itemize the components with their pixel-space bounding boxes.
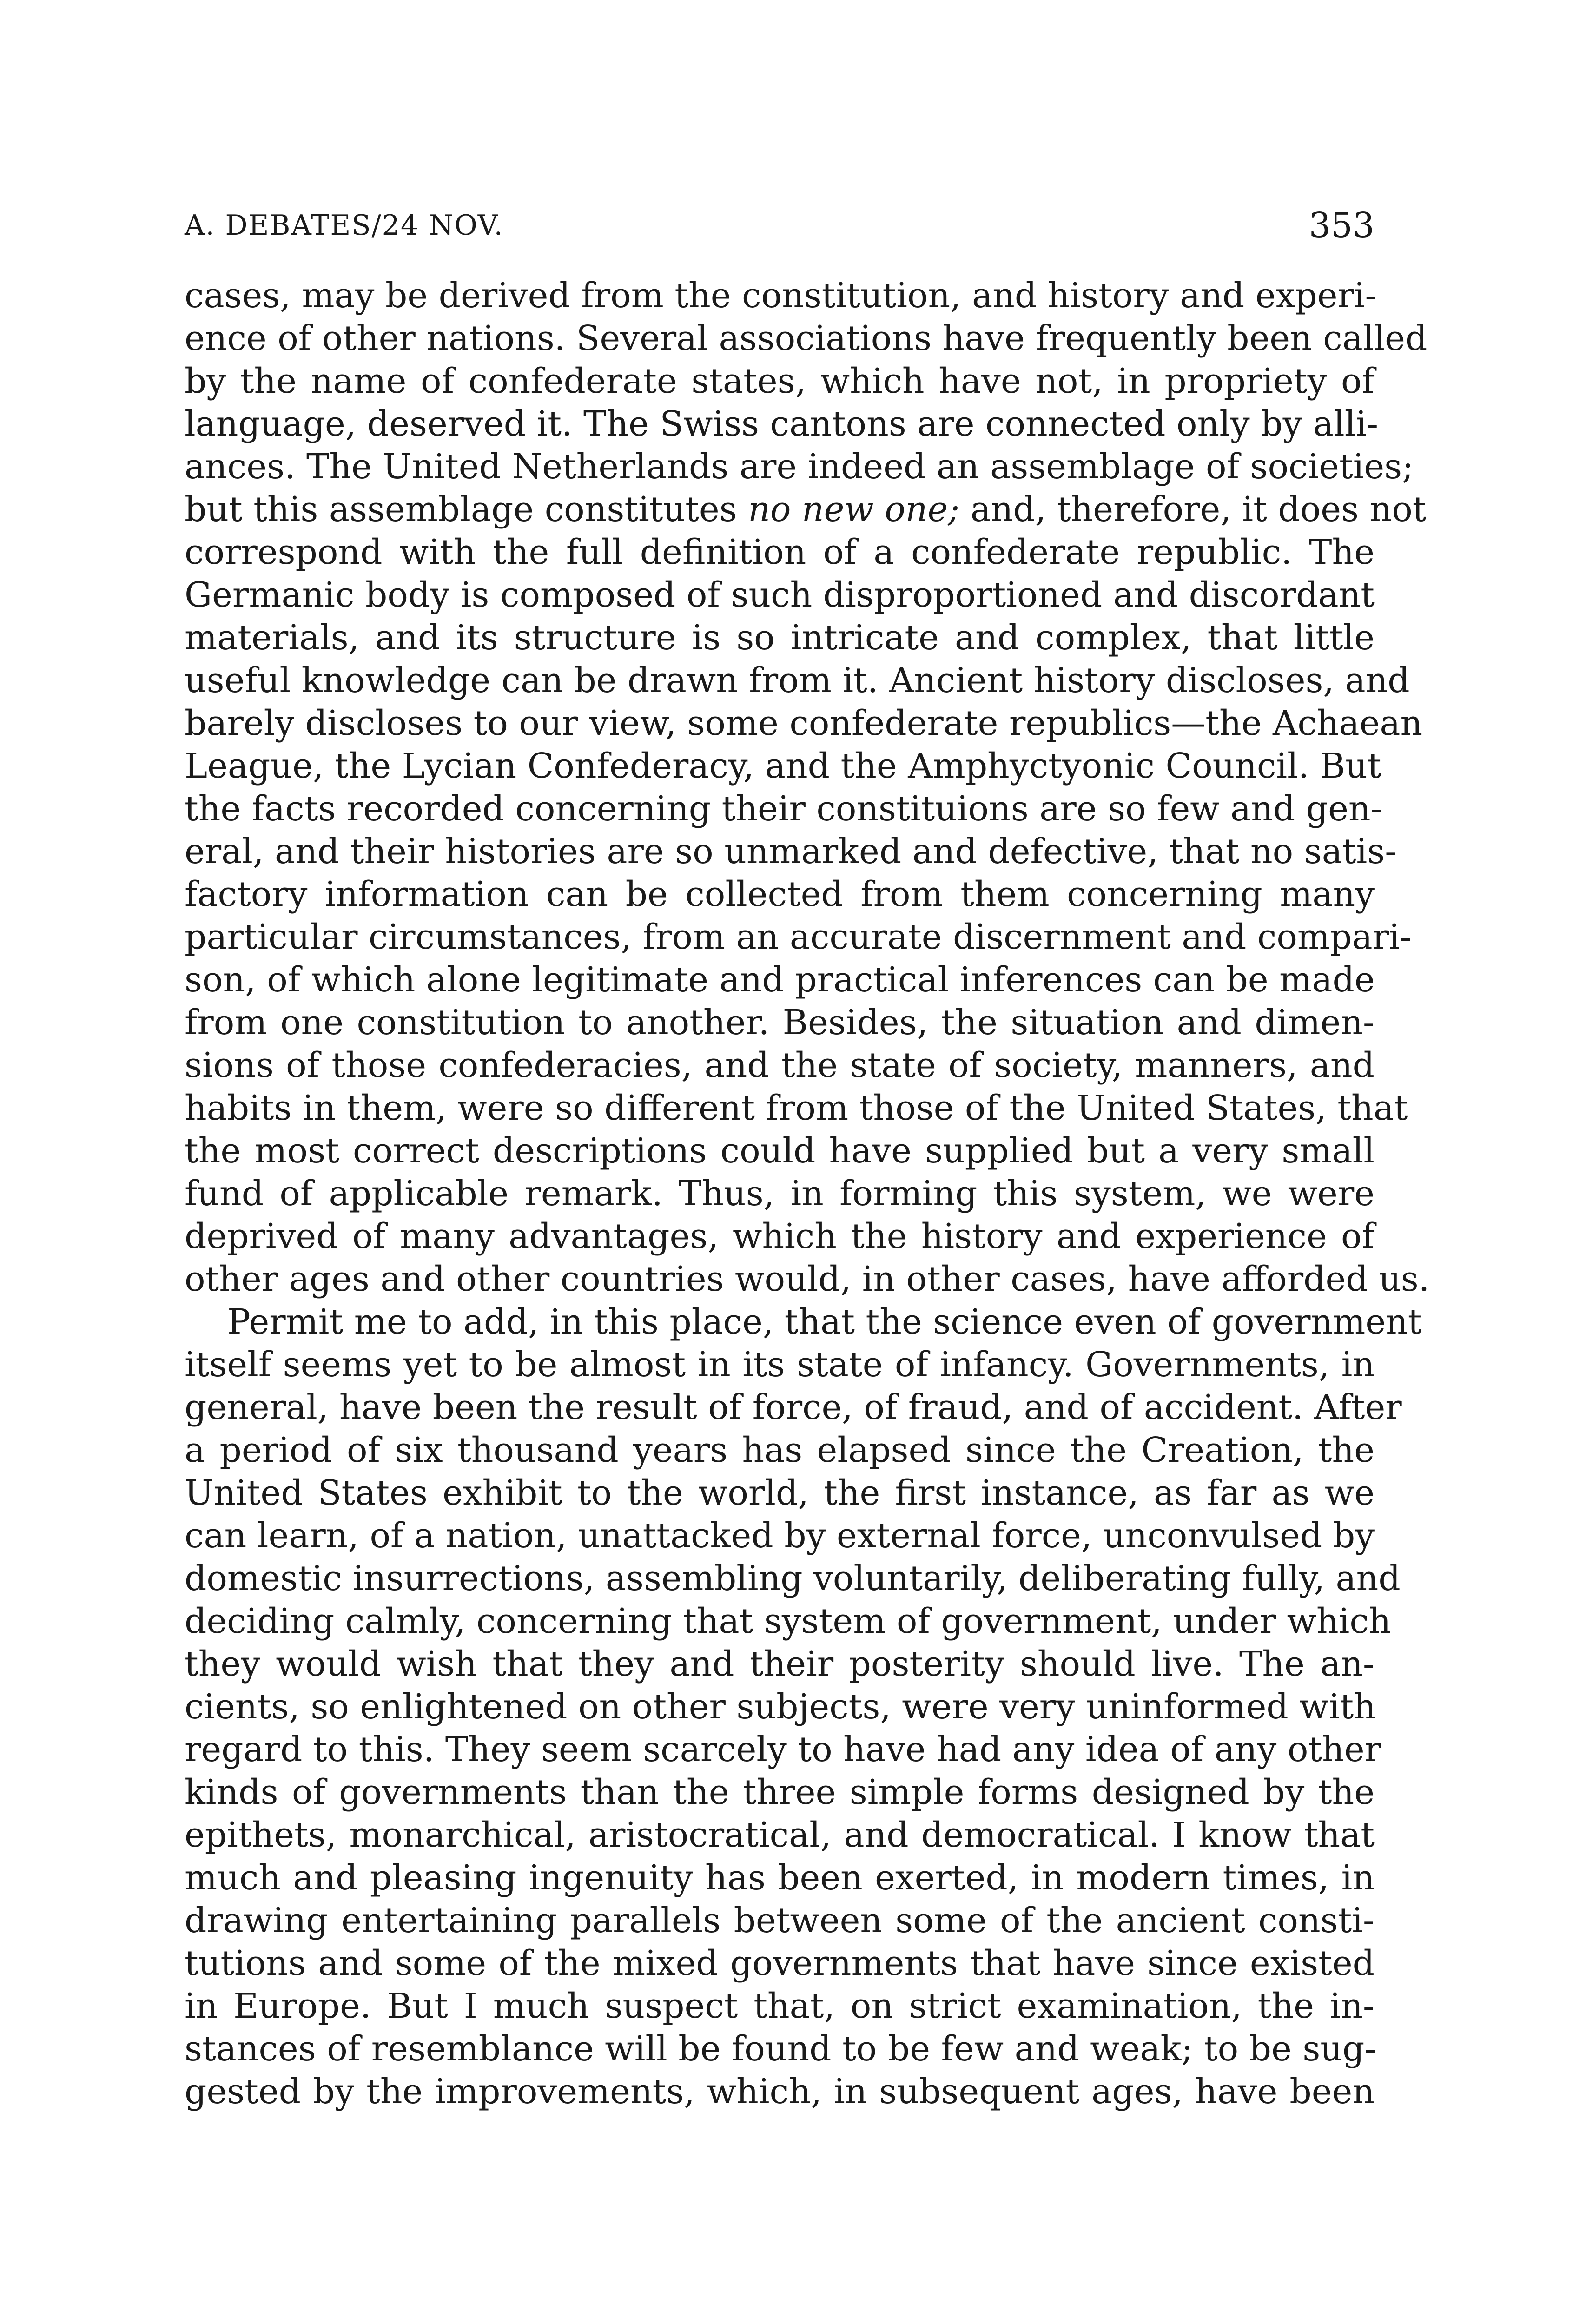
text-line: much and pleasing ingenuity has been exerted, in modern times, in	[185, 1858, 1375, 1898]
text-line: ence of other nations. Several associations have frequently been called	[185, 318, 1427, 358]
text-segment: but this assemblage constitutes	[185, 489, 748, 529]
text-line: cases, may be derived from the constitution, and history and experi-	[185, 276, 1377, 316]
text-line: the facts recorded concerning their constituions are so few and gen-	[185, 789, 1382, 829]
text-line: language, deserved it. The Swiss cantons are connected only by alli-	[185, 404, 1379, 444]
text-line: drawing entertaining parallels between some of the ancient consti-	[185, 1901, 1375, 1941]
paragraph	[185, 1301, 1422, 2113]
page-number: 353	[1308, 205, 1375, 245]
text-line: kinds of governments than the three simple forms designed by the	[185, 1772, 1375, 1812]
italic-phrase: no new one;	[748, 489, 960, 529]
text-line: United States exhibit to the world, the first instance, as far as we	[185, 1473, 1375, 1513]
text-line: barely discloses to our view, some confederate republics—the Achaean	[185, 703, 1423, 743]
text-line: materials, and its structure is so intricate and complex, that little	[185, 618, 1375, 658]
text-line: fund of applicable remark. Thus, in forming this system, we were	[185, 1174, 1375, 1214]
text-line	[185, 488, 1427, 531]
text-line: they would wish that they and their posterity should live. The an-	[185, 1644, 1375, 1684]
running-title: A. DEBATES/24 NOV.	[185, 209, 504, 242]
text-line: in Europe. But I much suspect that, on strict examination, the in-	[185, 1986, 1375, 2026]
text-line: Permit me to add, in this place, that the science even of government	[227, 1302, 1422, 1342]
paragraph	[185, 274, 1430, 1301]
text-line: sions of those confederacies, and the state of society, manners, and	[185, 1045, 1375, 1085]
text-line: useful knowledge can be drawn from it. Ancient history discloses, and	[185, 660, 1410, 700]
running-head	[185, 200, 1375, 251]
text-segment: and, therefore, it does not	[959, 489, 1427, 529]
text-line: ances. The United Netherlands are indeed an assemblage of societies;	[185, 447, 1414, 487]
text-line: gested by the improvements, which, in subsequent ages, have been	[185, 2072, 1375, 2112]
text-line: domestic insurrections, assembling voluntarily, deliberating fully, and	[185, 1558, 1401, 1598]
text-line: other ages and other countries would, in other cases, have afforded us.	[185, 1259, 1430, 1299]
text-line: a period of six thousand years has elapsed since the Creation, the	[185, 1430, 1375, 1470]
text-line: factory information can be collected from them concerning many	[185, 874, 1375, 914]
text-line: epithets, monarchical, aristocratical, and democratical. I know that	[185, 1815, 1375, 1855]
text-line: general, have been the result of force, of fraud, and of accident. After	[185, 1387, 1402, 1427]
text-line: particular circumstances, from an accurate discernment and compari-	[185, 917, 1412, 957]
text-line: from one constitution to another. Besides, the situation and dimen-	[185, 1003, 1375, 1043]
text-line: deciding calmly, concerning that system of government, under which	[185, 1601, 1391, 1641]
text-line: regard to this. They seem scarcely to have had any idea of any other	[185, 1730, 1381, 1769]
text-line: deprived of many advantages, which the history and experience of	[185, 1216, 1375, 1256]
text-line: the most correct descriptions could have supplied but a very small	[185, 1131, 1375, 1171]
text-line: stances of resemblance will be found to be few and weak; to be sug-	[185, 2029, 1376, 2069]
text-line: eral, and their histories are so unmarked and defective, that no satis-	[185, 832, 1397, 872]
text-line: son, of which alone legitimate and practical inferences can be made	[185, 960, 1375, 1000]
text-line: correspond with the full definition of a confederate republic. The	[185, 532, 1375, 572]
text-line: League, the Lycian Confederacy, and the Amphyctyonic Council. But	[185, 746, 1381, 786]
text-line: can learn, of a nation, unattacked by external force, unconvulsed by	[185, 1516, 1375, 1556]
text-line: itself seems yet to be almost in its state of infancy. Governments, in	[185, 1345, 1375, 1385]
text-line: tutions and some of the mixed governments that have since existed	[185, 1943, 1375, 1983]
text-line: Germanic body is composed of such disproportioned and discordant	[185, 575, 1375, 615]
text-line: cients, so enlightened on other subjects, were very uninformed with	[185, 1687, 1376, 1727]
text-line: habits in them, were so different from those of the United States, that	[185, 1088, 1408, 1128]
text-line: by the name of confederate states, which have not, in propriety of	[185, 361, 1375, 401]
body-text	[185, 274, 1430, 2113]
